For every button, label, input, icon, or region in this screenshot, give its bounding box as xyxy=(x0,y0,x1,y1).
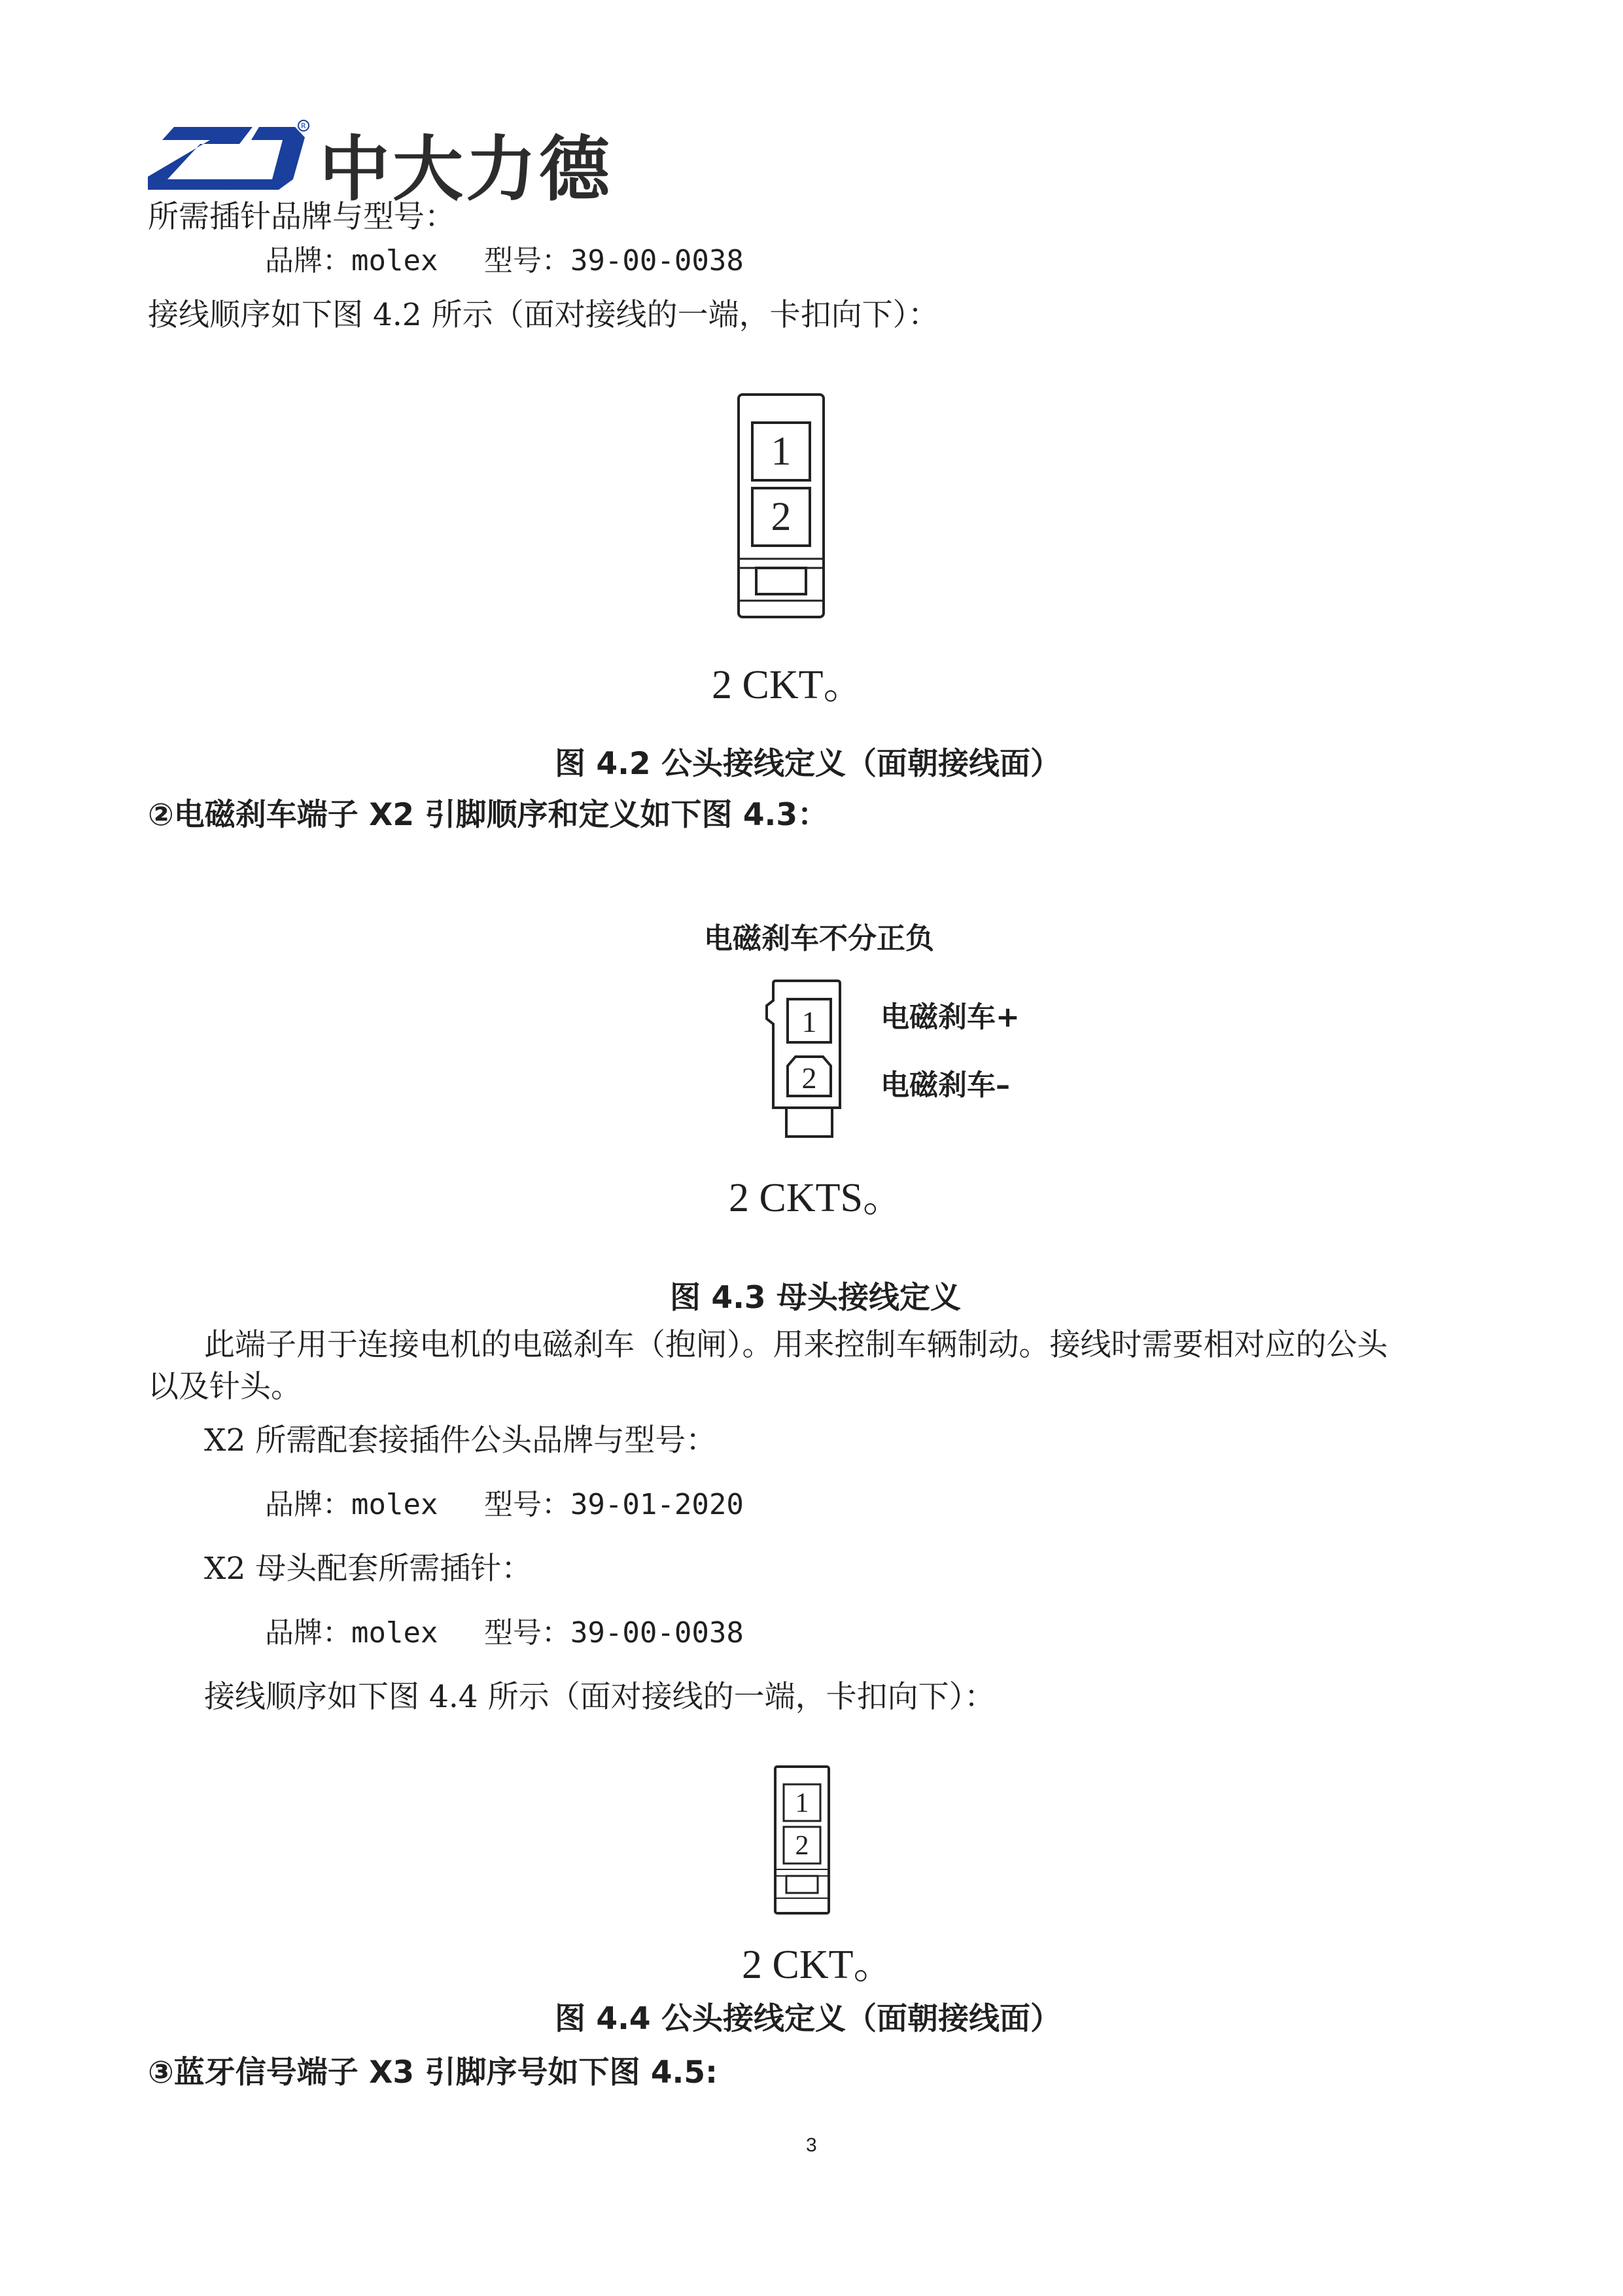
figure-4-4-connector xyxy=(773,1765,832,1916)
figure-4-3-pin-2: 2 xyxy=(801,1061,817,1095)
figure-4-2-ckt-label: 2 CKT。 xyxy=(712,663,864,707)
figure-4-3-ckt-label: 2 CKTS。 xyxy=(729,1176,903,1220)
figure-4-2-pin-1: 1 xyxy=(771,429,792,474)
figure-4-3-pin-1: 1 xyxy=(801,1005,817,1038)
company-name: 中大力德 xyxy=(319,129,613,211)
figure-4-4-caption: 图 4.4 公头接线定义（面朝接线面） xyxy=(555,2001,1061,2037)
figure-4-3-title: 电磁刹车不分正负 xyxy=(704,922,934,955)
figure-4-3-connector xyxy=(764,978,849,1140)
figure-4-4-pin-2: 2 xyxy=(795,1831,809,1861)
section-x2-heading: ②电磁刹车端子 X2 引脚顺序和定义如下图 4.3： xyxy=(148,797,829,833)
figure-4-3-pin1-label: 电磁刹车+ xyxy=(881,1000,1020,1034)
figure-4-3-caption: 图 4.3 母头接线定义 xyxy=(670,1280,961,1316)
male-connector-heading: X2 所需配套接插件公头品牌与型号： xyxy=(204,1422,717,1458)
figure-4-4-pin-1: 1 xyxy=(795,1788,809,1818)
figure-4-2-connector xyxy=(737,393,828,623)
svg-text:R: R xyxy=(301,122,306,130)
figure-4-2-pin-2: 2 xyxy=(771,495,792,539)
figure-4-3-pin2-label: 电磁刹车– xyxy=(881,1069,1010,1102)
company-logo xyxy=(148,111,619,211)
male-connector-brand-line: 品牌：molex 型号：39-01-2020 xyxy=(265,1488,744,1521)
wiring-order-text: 接线顺序如下图 4.2 所示（面对接线的一端，卡扣向下）： xyxy=(148,297,939,333)
paragraph-line-2: 以及针头。 xyxy=(148,1369,302,1405)
figure-4-2-caption: 图 4.2 公头接线定义（面朝接线面） xyxy=(555,746,1061,782)
section-x3-heading: ③蓝牙信号端子 X3 引脚序号如下图 4.5: xyxy=(148,2055,718,2091)
paragraph-line-1: 此端子用于连接电机的电磁刹车（抱闸）。用来控制车辆制动。接线时需要相对应的公头 xyxy=(204,1327,1388,1363)
pin-heading: X2 母头配套所需插针： xyxy=(204,1551,532,1587)
zd-logo-icon xyxy=(148,119,311,198)
pin-brand-line: 品牌：molex 型号：39-00-0038 xyxy=(265,244,744,277)
pin-brand-heading: 所需插针品牌与型号： xyxy=(148,199,455,235)
pin-brand-line-2: 品牌：molex 型号：39-00-0038 xyxy=(265,1616,744,1650)
page-number: 3 xyxy=(806,2134,817,2156)
wiring-order-text-2: 接线顺序如下图 4.4 所示（面对接线的一端，卡扣向下）： xyxy=(204,1679,996,1715)
figure-4-4-ckt-label: 2 CKT。 xyxy=(742,1943,894,1987)
